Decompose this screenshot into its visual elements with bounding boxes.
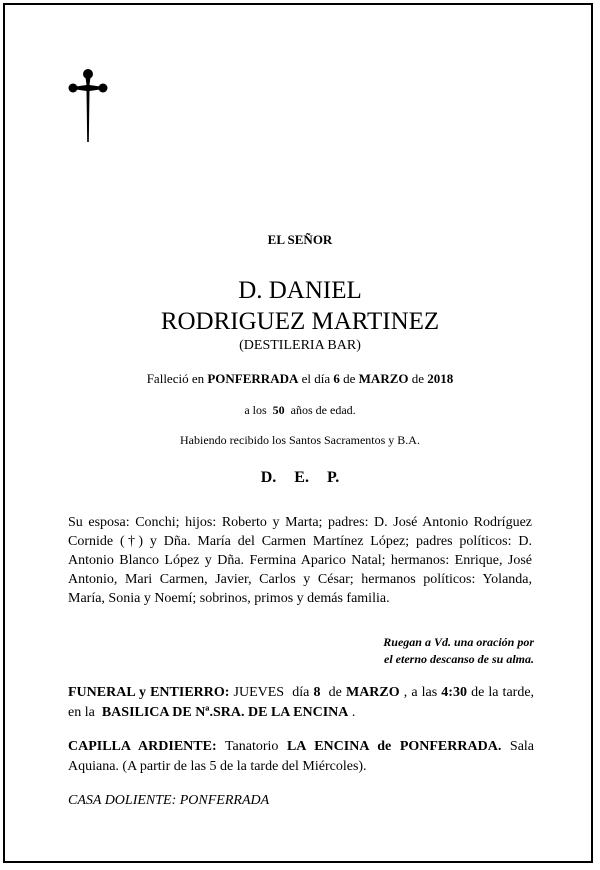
prayer-request: Ruegan a Vd. una oración por el eterno descanso de su alma. [383, 635, 534, 666]
funeral-info: FUNERAL y ENTIERRO: JUEVES día 8 de MARZO , a las 4:30 de la tarde, en la BASILICA DE Nª.SRA. DE LA ENCINA . [68, 685, 535, 720]
heading: EL SEÑOR [267, 232, 333, 247]
death-day: 6 [333, 371, 340, 386]
chapel-info: CAPILLA ARDIENTE: Tanatorio LA ENCINA de PONFERRADA. Sala Aquiana. (A partir de las 5 de la tarde del Miércoles). [68, 739, 535, 774]
death-month: MARZO [358, 371, 409, 386]
age-value: 50 [272, 403, 285, 417]
dep-acronym: D. E. P. [260, 469, 340, 486]
deceased-nickname: (DESTILERIA BAR) [239, 338, 361, 353]
death-place: PONFERRADA [207, 371, 299, 386]
age-line: a los 50 años de edad. [244, 403, 356, 417]
chapel-place: LA ENCINA de PONFERRADA. [286, 739, 502, 754]
deceased-name-line1: D. DANIEL [238, 277, 362, 304]
death-line: Falleció en PONFERRADA el día 6 de MARZO de 2018 [146, 371, 454, 386]
death-year: 2018 [427, 371, 454, 386]
deceased-name-line2: RODRIGUEZ MARTINEZ [160, 308, 440, 335]
family-paragraph: Su esposa: Conchi; hijos: Roberto y Marta; padres: D. José Antonio Rodríguez Cornide (†) y Dña. María del Carmen Martínez López; padres políticos: D. Antonio Blanco López y Dña. Fermina Aparico Natal; hermanos: Enrique, José Antonio, Mari Carmen, Javier, Carlos y César; hermanos políticos: Yolanda, María, Sonia y Noemí; sobrinos, primos y demás familia. [68, 515, 532, 606]
cross-icon [68, 68, 108, 142]
funeral-place: BASILICA DE Nª.SRA. DE LA ENCINA [101, 705, 349, 720]
sacraments-line: Habiendo recibido los Santos Sacramentos y B.A. [180, 433, 420, 447]
house-info: CASA DOLIENTE: PONFERRADA [68, 793, 270, 808]
